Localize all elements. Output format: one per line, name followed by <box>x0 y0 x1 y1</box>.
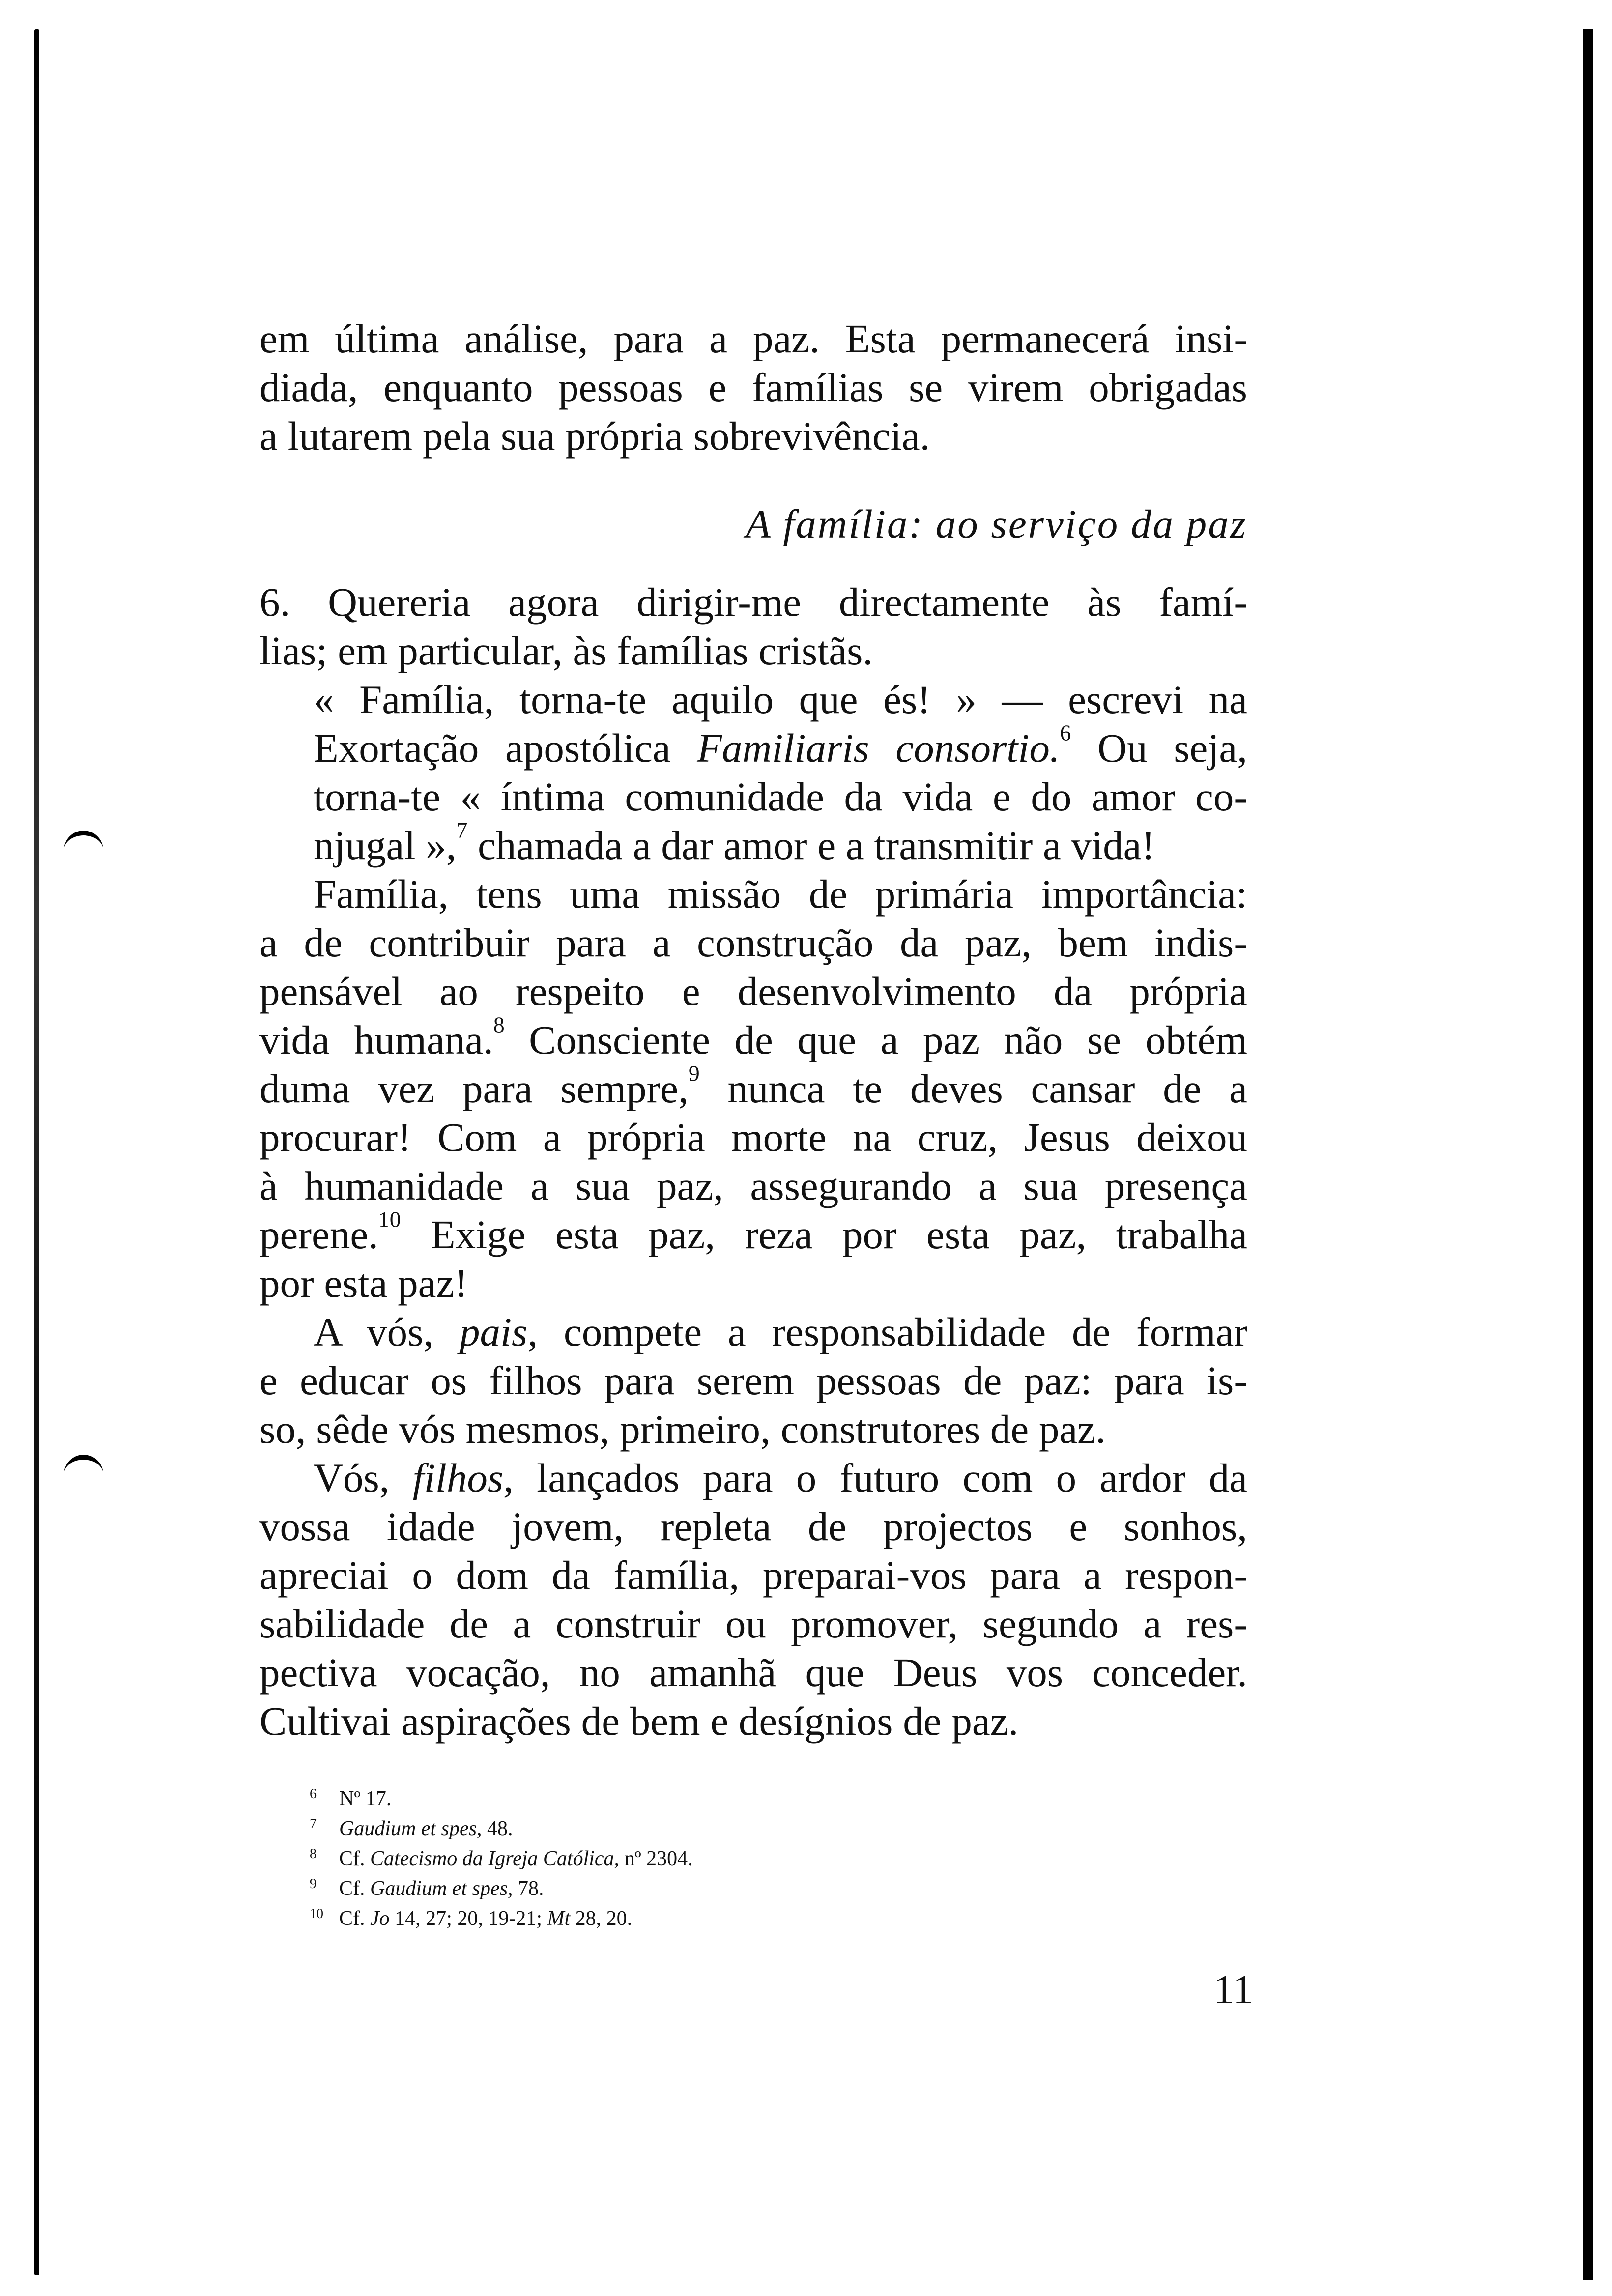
text-line: por esta paz! <box>259 1261 468 1306</box>
paragraph-6 <box>259 578 1247 675</box>
text-line: à humanidade a sua paz, assegurando a sua presença <box>259 1163 1247 1208</box>
text-line: perene.$^{10}$ Exige esta paz, reza por esta paz, trabalha <box>259 1206 1247 1257</box>
scan-edge-left <box>34 29 39 2275</box>
text-line: a lutarem pela sua própria sobrevivência. <box>259 413 930 459</box>
text-line: « Família, torna-te aquilo que és! » — escrevi na <box>314 677 1247 722</box>
footnote: 7 Gaudium et spes, 48. <box>310 1816 513 1840</box>
text-line: pectiva vocação, no amanhã que Deus vos conceder. <box>259 1650 1247 1695</box>
footnote-ref: 9 <box>688 1061 700 1086</box>
text-line: procurar! Com a própria morte na cruz, Jesus deixou <box>259 1115 1247 1160</box>
text-line: a de contribuir para a construção da paz, bem indis- <box>259 920 1247 965</box>
text-line: lias; em particular, às famílias cristãs. <box>259 628 873 673</box>
text-line: sabilidade de a construir ou promover, segundo a res- <box>259 1601 1247 1646</box>
footnote: 6 Nº 17. <box>310 1786 392 1810</box>
footnote-ref: 6 <box>1060 720 1071 746</box>
section-heading: A família: ao serviço da paz <box>746 501 1247 546</box>
text-line: Vós, filhos, lançados para o futuro com o ardor da <box>314 1455 1247 1500</box>
paragraph-intro <box>259 315 1247 460</box>
footnotes <box>310 1781 1145 1931</box>
paragraph-familia <box>259 675 1247 870</box>
text-line: apreciai o dom da família, preparai-vos para a respon- <box>259 1552 1247 1598</box>
text-line: Exortação apostólica Familiaris consortio.$^6$ Ou seja, <box>314 720 1248 771</box>
text-line: njugal »,$^7$ chamada a dar amor e a transmitir a vida! <box>314 817 1155 868</box>
footnote: 10 Cf. Jo 14, 27; 20, 19-21; Mt 28, 20. <box>310 1906 633 1930</box>
paragraph-filhos <box>259 1454 1247 1746</box>
text-line: diada, enquanto pessoas e famílias se virem obrigadas <box>259 365 1247 410</box>
footnote-ref: 7 <box>456 817 468 843</box>
paragraph-missao <box>259 870 1247 1308</box>
text-line: vida humana.$^8$ Consciente de que a paz não se obtém <box>259 1012 1247 1062</box>
book-title: Familiaris consortio. <box>697 725 1060 771</box>
body-text <box>259 315 1247 1746</box>
text-line: A vós, pais, compete a responsabilidade de formar <box>314 1309 1247 1354</box>
footnote-ref: 10 <box>378 1206 401 1232</box>
paragraph-pais <box>259 1308 1247 1454</box>
footnote: 9 Cf. Gaudium et spes, 78. <box>310 1876 544 1900</box>
footnote-ref: 8 <box>493 1012 505 1037</box>
text-line: so, sêde vós mesmos, primeiro, construtores de paz. <box>259 1406 1106 1452</box>
text-line: duma vez para sempre,$^9$ nunca te deves cansar de a <box>259 1061 1247 1111</box>
text-line: em última análise, para a paz. Esta permanecerá insi- <box>259 316 1247 361</box>
scan-edge-right <box>1583 29 1593 2280</box>
footnote: 8 Cf. Catecismo da Igreja Católica, nº 2304. <box>310 1846 693 1870</box>
text-line: torna-te « íntima comunidade da vida e do amor co- <box>314 774 1247 819</box>
text-line: pensável ao respeito e desenvolvimento da própria <box>259 969 1247 1014</box>
text-line: Cultivai aspirações de bem e desígnios de paz. <box>259 1698 1019 1744</box>
text-line: 6. Quereria agora dirigir-me directamente às famí- <box>259 579 1247 625</box>
text-line: e educar os filhos para serem pessoas de paz: para is- <box>259 1358 1247 1403</box>
page-number: 11 <box>1213 1967 1253 2012</box>
text-line: vossa idade jovem, repleta de projectos e sonhos, <box>259 1504 1247 1549</box>
text-line: Família, tens uma missão de primária importância: <box>314 871 1247 917</box>
scan-mark <box>64 1455 103 1474</box>
scan-mark <box>64 831 103 850</box>
paragraph-number: 6. <box>259 579 290 625</box>
